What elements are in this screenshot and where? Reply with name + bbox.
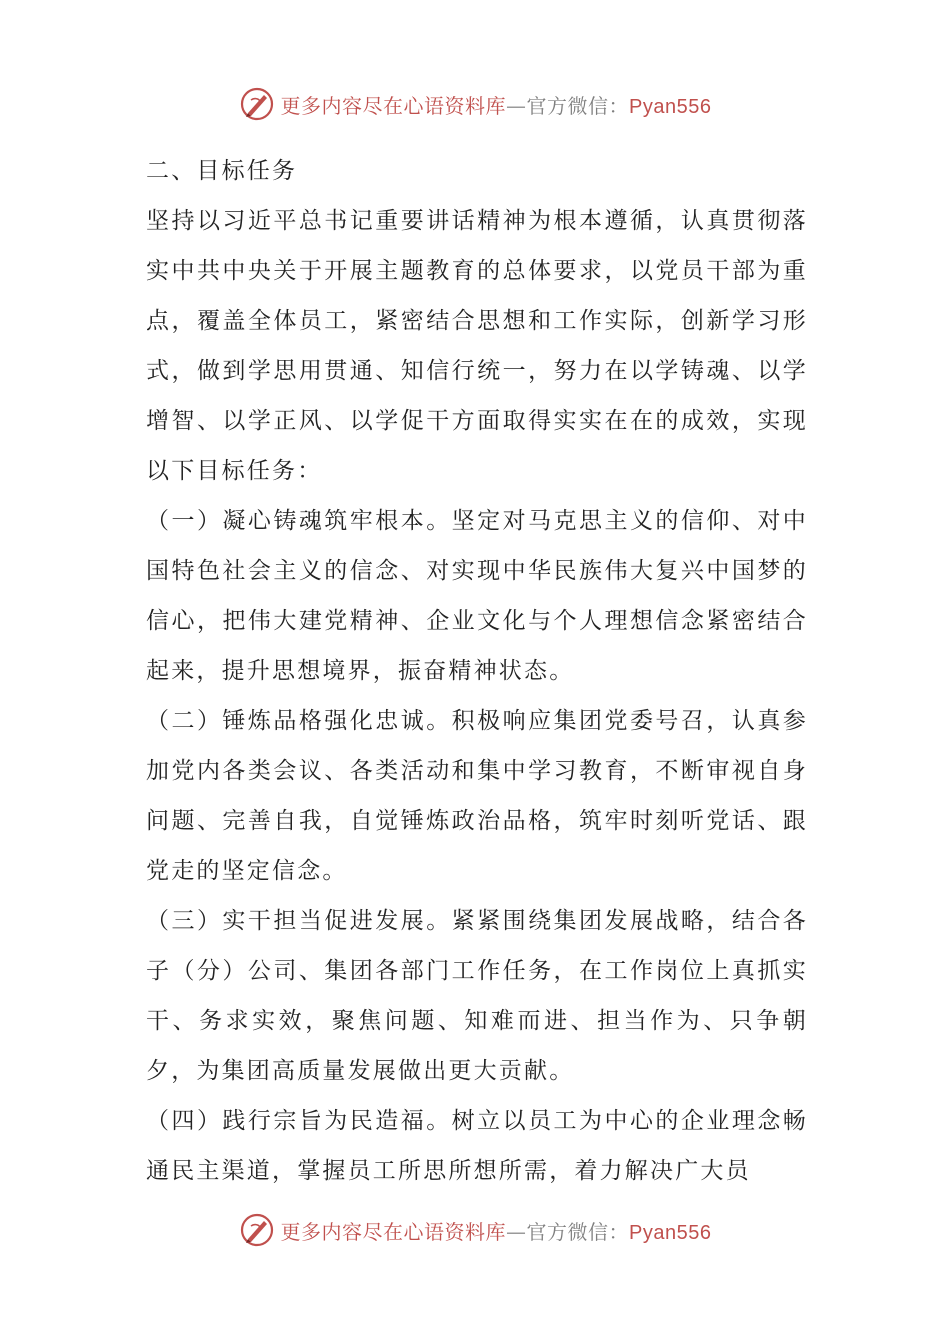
banner-dash: — <box>506 93 527 118</box>
banner-wechat-id: Pyan556 <box>629 95 712 118</box>
banner-sub-text: 官方微信： <box>526 93 630 118</box>
banner-dash: — <box>506 1219 527 1244</box>
banner-text <box>281 1216 712 1245</box>
pen-logo-icon <box>239 1212 275 1248</box>
banner-text <box>281 90 712 119</box>
banner-main-text: 更多内容尽在心语资料库 <box>280 93 507 118</box>
footer-banner <box>0 1210 950 1250</box>
paragraph-item-4: （四）践行宗旨为民造福。树立以员工为中心的企业理念畅通民主渠道，掌握员工所思所想所需，着力解决广大员 <box>146 1108 808 1184</box>
banner-wechat-id: Pyan556 <box>629 1221 712 1244</box>
document-body <box>146 146 808 1196</box>
header-banner <box>0 84 950 124</box>
section-heading: 二、目标任务 <box>146 158 298 184</box>
pen-logo-icon <box>239 86 275 122</box>
paragraph-item-2: （二）锤炼品格强化忠诚。积极响应集团党委号召，认真参加党内各类会议、各类活动和集中学习教育，不断审视自身问题、完善自我，自觉锤炼政治品格，筑牢时刻听党话、跟党走的坚定信念。 <box>146 708 808 884</box>
banner-main-text: 更多内容尽在心语资料库 <box>280 1219 507 1244</box>
paragraph-item-1: （一）凝心铸魂筑牢根本。坚定对马克思主义的信仰、对中国特色社会主义的信念、对实现中华民族伟大复兴中国梦的信心，把伟大建党精神、企业文化与个人理想信念紧密结合起来，提升思想境界，振奋精神状态。 <box>146 508 808 684</box>
paragraph-intro: 坚持以习近平总书记重要讲话精神为根本遵循，认真贯彻落实中共中央关于开展主题教育的总体要求，以党员干部为重点，覆盖全体员工，紧密结合思想和工作实际，创新学习形式，做到学思用贯通、知信行统一，努力在以学铸魂、以学增智、以学正风、以学促干方面取得实实在在的成效，实现以下目标任务： <box>146 208 808 484</box>
banner-sub-text: 官方微信： <box>526 1219 630 1244</box>
paragraph-item-3: （三）实干担当促进发展。紧紧围绕集团发展战略，结合各子（分）公司、集团各部门工作任务，在工作岗位上真抓实干、务求实效，聚焦问题、知难而进、担当作为、只争朝夕，为集团高质量发展做出更大贡献。 <box>146 908 808 1084</box>
